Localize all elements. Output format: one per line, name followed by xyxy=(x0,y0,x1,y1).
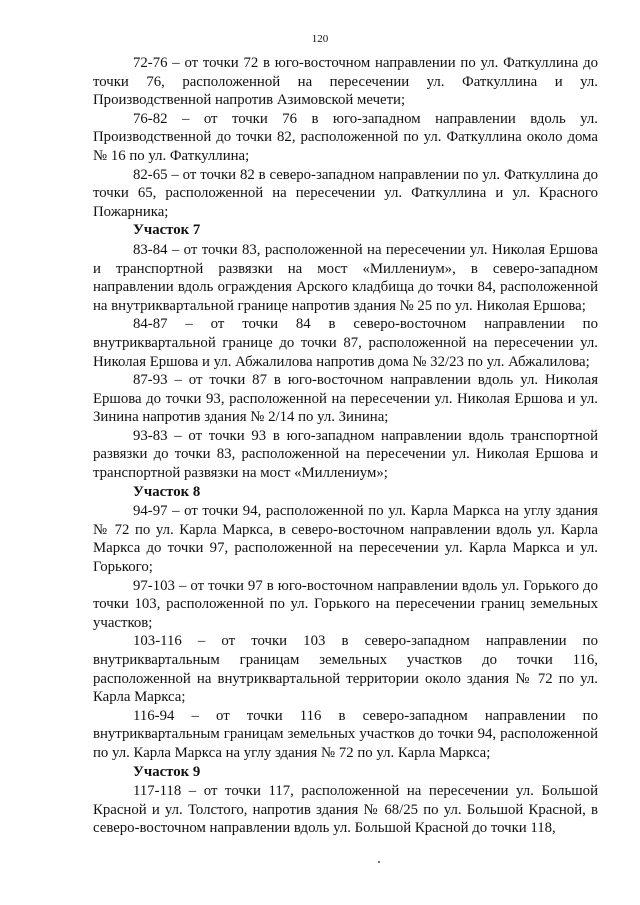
paragraph: 117-118 – от точки 117, расположенной на пересечении ул. Большой Красной и ул. Толстого, напротив здания № 68/25 по ул. Большой Красной, в северо-восточном направлении вдоль ул. Большой Красной до точки 118, xyxy=(93,783,598,837)
paragraph: 116-94 – от точки 116 в северо-западном направлении по внутриквартальным границам земельных участков до точки 94, расположенной по ул. Карла Маркса на углу здания № 72 по ул. Карла Маркса; xyxy=(93,707,598,761)
section-heading: Участок 8 xyxy=(133,483,201,500)
paragraph: 82-65 – от точки 82 в северо-западном направлении по ул. Фаткуллина до точки 65, расположенной на пересечении ул. Фаткуллина и ул. Красного Пожарника; xyxy=(93,166,598,220)
page-number: 120 xyxy=(311,33,329,45)
paragraph: 103-116 – от точки 103 в северо-западном направлении по внутриквартальным границам земельных участков до точки 116, расположенной на внутриквартальной территории около здания № 72 по ул. Карла Маркса; xyxy=(93,633,598,706)
paragraph: 93-83 – от точки 93 в юго-западном направлении вдоль транспортной развязки до точки 83, расположенной на пересечении ул. Николая Ершова и транспортной развязки на мост «Миллениум»; xyxy=(93,427,598,482)
section-heading: Участок 7 xyxy=(133,222,201,239)
paragraph: 76-82 – от точки 76 в юго-западном направлении вдоль ул. Производственной до точки 82, расположенной по ул. Фаткуллина около дома № 16 по ул. Фаткуллина; xyxy=(93,110,598,164)
document-body xyxy=(93,54,598,838)
paragraph: 83-84 – от точки 83, расположенной на пересечении ул. Николая Ершова и транспортной развязки на мост «Миллениум», в северо-западном направлении вдоль ограждения Арского кладбища до точки 84, расположенной на внутриквартальной границе напротив здания № 25 по ул. Николая Ершова; xyxy=(93,241,598,314)
paragraph: 84-87 – от точки 84 в северо-восточном направлении по внутриквартальной границе до точки 87, расположенной на пересечении ул. Николая Ершова и ул. Абжалилова напротив дома № 32/23 по ул. Абжалилова; xyxy=(93,316,598,370)
paragraph: 94-97 – от точки 94, расположенной по ул. Карла Маркса на углу здания № 72 по ул. Карла Маркса, в северо-восточном направлении вдоль ул. Карла Маркса до точки 97, расположенной на пересечении ул. Карла Маркса и ул. Горького; xyxy=(93,503,598,576)
section-heading: Участок 9 xyxy=(133,763,201,780)
scan-speck xyxy=(378,861,380,863)
paragraph: 97-103 – от точки 97 в юго-восточном направлении вдоль ул. Горького до точки 103, расположенной по ул. Горького на пересечении границ земельных участков; xyxy=(93,577,598,631)
paragraph: 72-76 – от точки 72 в юго-восточном направлении по ул. Фаткуллина до точки 76, расположенной на пересечении ул. Фаткуллина и ул. Производственной напротив Азимовской мечети; xyxy=(93,55,598,109)
paragraph: 87-93 – от точки 87 в юго-восточном направлении вдоль ул. Николая Ершова до точки 93, расположенной на пересечении ул. Николая Ершова и ул. Зинина напротив здания № 2/14 по ул. Зинина; xyxy=(93,372,598,426)
